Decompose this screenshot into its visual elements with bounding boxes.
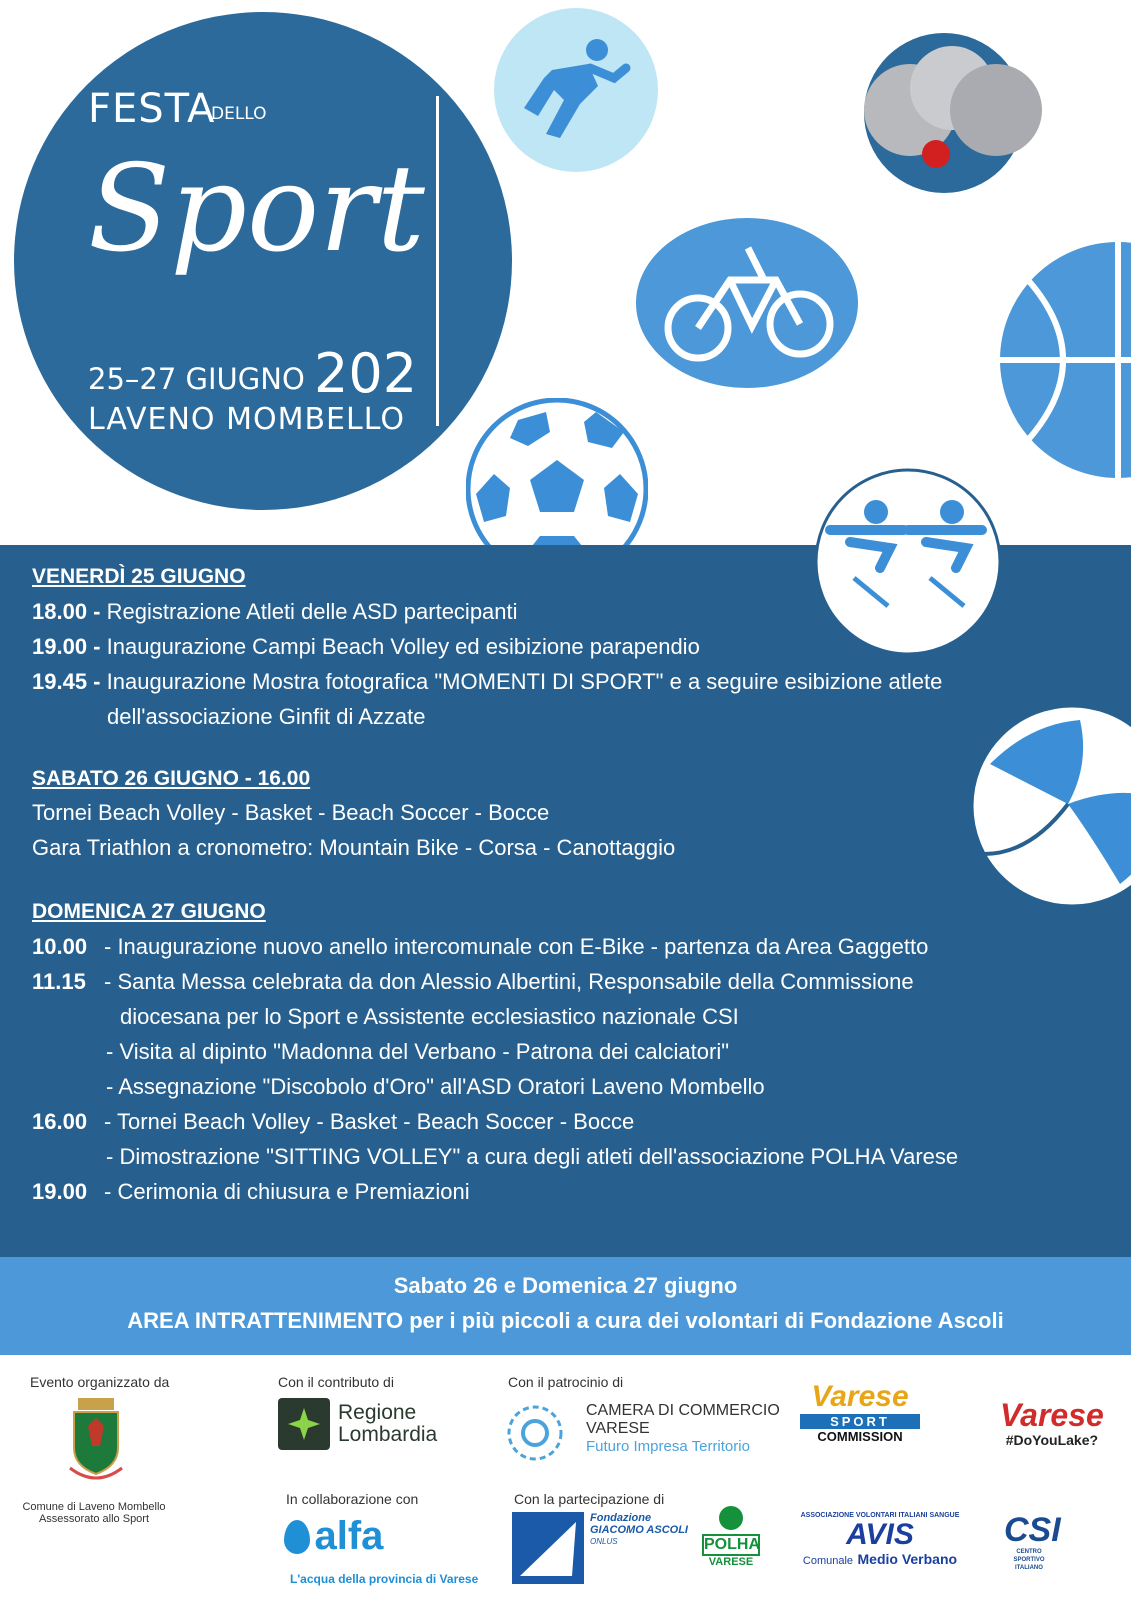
schedule-line: diocesana per lo Sport e Assistente ecclesiastico nazionale CSI xyxy=(120,1004,739,1029)
organized-by-label: Evento organizzato da xyxy=(30,1374,170,1390)
participation-label: Con la partecipazione di xyxy=(514,1491,665,1507)
sport-title: Sport xyxy=(88,140,425,279)
schedule-line: 19.45 - Inaugurazione Mostra fotografica "MOMENTI DI SPORT" e a seguire esibizione atlete xyxy=(32,669,943,694)
alfa-tagline: L'acqua della provincia di Varese xyxy=(290,1572,479,1586)
entertainment-banner xyxy=(0,1257,1131,1355)
fondazione-ascoli-logo xyxy=(512,1512,584,1584)
regione-lombardia-logo xyxy=(278,1398,330,1450)
event-place: LAVENO MOMBELLO xyxy=(88,402,405,437)
schedule-line: 18.00 - Registrazione Atleti delle ASD partecipanti xyxy=(32,599,518,624)
schedule-line: - Visita al dipinto "Madonna del Verbano - Patrona dei calciatori" xyxy=(106,1039,730,1064)
csi-logo: CSI CENTRO SPORTIVO ITALIANO xyxy=(1004,1511,1061,1571)
water-drop-icon xyxy=(284,1520,310,1554)
camera-commercio-text: CAMERA DI COMMERCIO VARESE Futuro Impresa Territorio xyxy=(586,1402,780,1455)
collaboration-label: In collaborazione con xyxy=(286,1491,419,1507)
varese-sport-commission-logo: Varese SPORT COMMISSION xyxy=(800,1380,920,1458)
event-dates: 25–27 GIUGNO xyxy=(88,362,305,396)
schedule-line: dell'associazione Ginfit di Azzate xyxy=(107,704,426,729)
event-year: 202 xyxy=(314,342,418,405)
friday-heading: VENERDÌ 25 GIUGNO xyxy=(32,565,246,588)
basketball-icon xyxy=(998,240,1131,480)
comune-caption: Comune di Laveno Mombello Assessorato allo Sport xyxy=(22,1501,166,1525)
avis-logo: ASSOCIAZIONE VOLONTARI ITALIANI SANGUE AVIS Comunale Medio Verbano xyxy=(800,1512,960,1567)
volleyball-icon xyxy=(970,704,1131,908)
polha-varese-logo: POLHA VARESE xyxy=(702,1506,760,1588)
schedule-line: Gara Triathlon a cronometro: Mountain Bike - Corsa - Canottaggio xyxy=(32,835,676,860)
contribution-label: Con il contributo di xyxy=(278,1374,394,1390)
banner-line-1: Sabato 26 e Domenica 27 giugno xyxy=(393,1273,738,1298)
rowing-icon xyxy=(814,468,1002,656)
schedule-line: 19.00 - Inaugurazione Campi Beach Volley ed esibizione parapendio xyxy=(32,634,700,659)
schedule-line: - Dimostrazione "SITTING VOLLEY" a cura degli atleti dell'associazione POLHA Varese xyxy=(106,1144,959,1169)
varese-doyoulake-logo: Varese #DoYouLake? xyxy=(1000,1397,1104,1448)
schedule-line: Tornei Beach Volley - Basket - Beach Soccer - Bocce xyxy=(32,800,550,825)
fondazione-ascoli-text: Fondazione GIACOMO ASCOLI ONLUS xyxy=(590,1512,688,1546)
saturday-heading: SABATO 26 GIUGNO - 16.00 xyxy=(32,767,311,790)
comune-crest-logo xyxy=(64,1396,128,1482)
bicycle-icon xyxy=(636,218,858,388)
festa-text: FESTA xyxy=(88,86,216,132)
runner-icon xyxy=(494,8,658,172)
sunday-heading: DOMENICA 27 GIUGNO xyxy=(32,900,266,923)
patronage-label: Con il patrocinio di xyxy=(508,1374,624,1390)
title-divider xyxy=(436,96,439,426)
schedule-line: - Assegnazione "Discobolo d'Oro" all'ASD Oratori Laveno Mombello xyxy=(106,1074,765,1099)
schedule-line: 10.00 - Inaugurazione nuovo anello intercomunale con E-Bike - partenza da Area Gaggetto xyxy=(32,934,929,959)
dello-text: DELLO xyxy=(211,104,267,124)
schedule-line: 19.00 - Cerimonia di chiusura e Premiazioni xyxy=(32,1179,470,1204)
camera-commercio-logo xyxy=(506,1404,564,1462)
schedule-line: 16.00 - Tornei Beach Volley - Basket - Beach Soccer - Bocce xyxy=(32,1109,635,1134)
banner-line-2: AREA INTRATTENIMENTO per i più piccoli a cura dei volontari di Fondazione Ascoli xyxy=(127,1308,1004,1333)
schedule-line: 11.15 - Santa Messa celebrata da don Alessio Albertini, Responsabile della Commissione xyxy=(32,969,914,994)
alfa-logo: alfa xyxy=(284,1514,383,1559)
bocce-icon xyxy=(856,30,1054,196)
regione-lombardia-text: Regione Lombardia xyxy=(338,1401,438,1446)
